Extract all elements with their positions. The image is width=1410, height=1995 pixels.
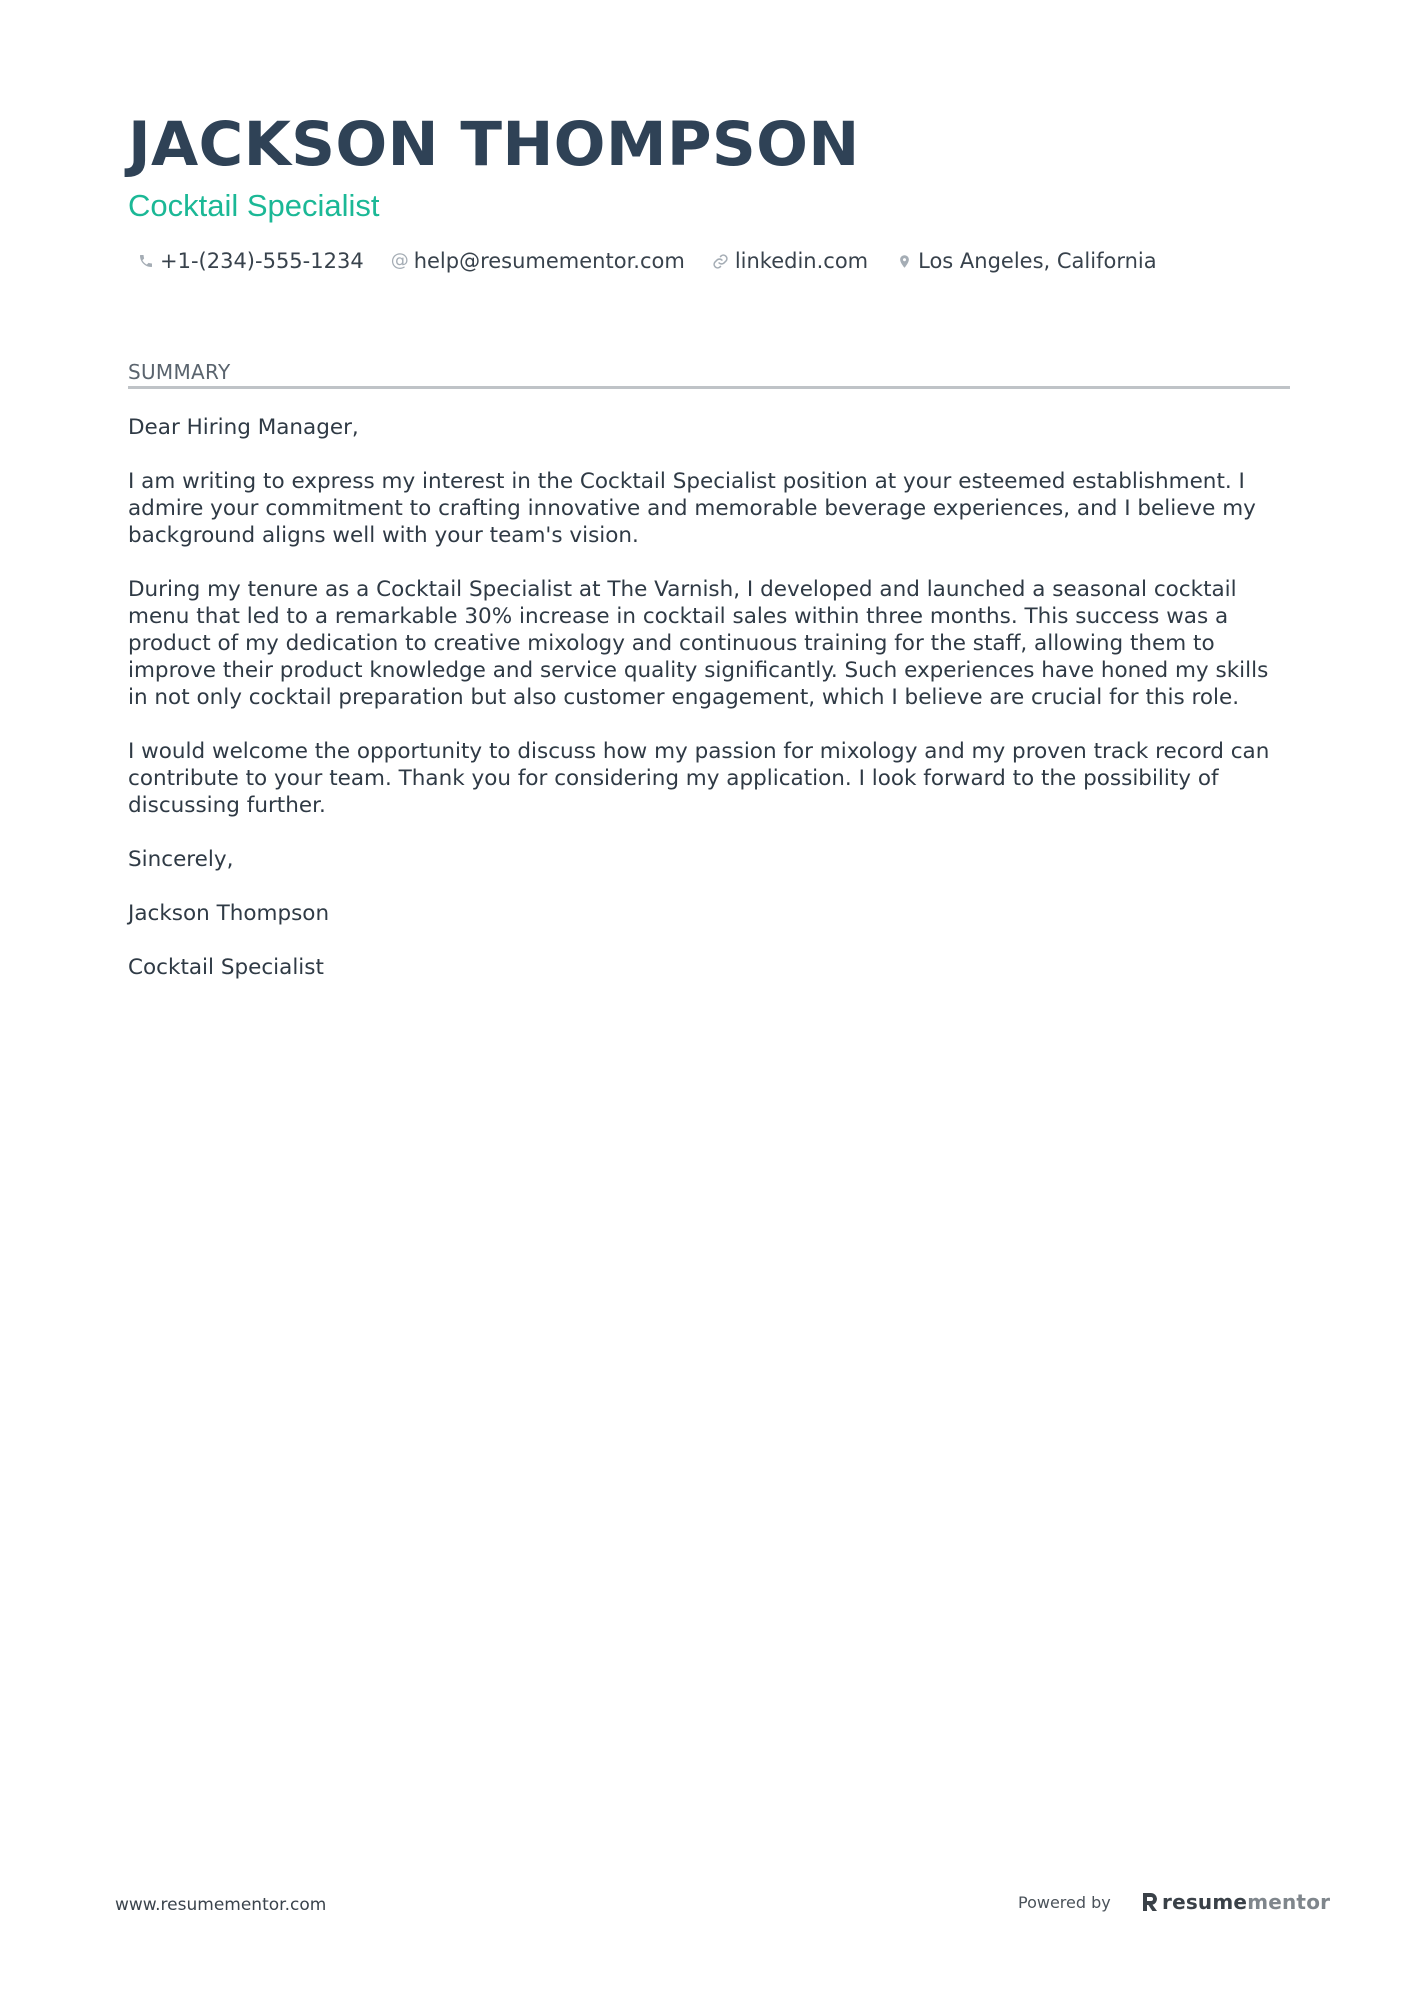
location-pin-icon [894, 251, 914, 271]
signature-name: Jackson Thompson [128, 901, 330, 926]
signature-title: Cocktail Specialist [128, 955, 324, 980]
resumementor-logo[interactable] [1141, 1888, 1330, 1916]
location-text: Los Angeles, California [918, 249, 1157, 273]
section-divider [128, 386, 1290, 389]
brand-wordmark-resume: resume [1162, 1890, 1248, 1914]
footer-website-link[interactable]: www.resumementor.com [115, 1895, 327, 1915]
linkedin-link[interactable]: linkedin.com [734, 249, 869, 273]
at-icon: @ [390, 250, 409, 271]
letter-paragraph: During my tenure as a Cocktail Specialist at The Varnish, I developed and launched a seasonal cocktail menu that led to a remarkable 30% increase in cocktail sales within three months. This success was a product of my dedication to creative mixology and continuous training for the staff, allowing them to improve their product knowledge and service quality significantly. Such experiences have honed my skills in not only cocktail preparation but also customer engagement, which I believe are crucial for this role. [128, 577, 1269, 710]
closing: Sincerely, [128, 847, 234, 872]
phone-number[interactable]: +1-(234)-555-1234 [160, 249, 364, 273]
applicant-name: JACKSON THOMPSON [128, 109, 860, 180]
powered-by-label: Powered by [1018, 1893, 1111, 1912]
letter-paragraph: I am writing to express my interest in the Cocktail Specialist position at your esteemed establishment. I admire your commitment to crafting innovative and memorable beverage experiences, and I believe my background aligns well with your team's vision. [128, 469, 1256, 548]
contact-phone [136, 249, 364, 273]
contact-info [136, 246, 1183, 276]
letter-body [128, 414, 1293, 1008]
section-heading-summary: SUMMARY [128, 360, 231, 384]
contact-location [894, 249, 1157, 273]
job-title: Cocktail Specialist [128, 188, 380, 223]
resumementor-logo-icon [1141, 1891, 1159, 1913]
brand-wordmark-mentor: mentor [1247, 1890, 1331, 1914]
letter-paragraph: I would welcome the opportunity to discuss how my passion for mixology and my proven track record can contribute to your team. Thank you for considering my application. I look forward to the possibility of discussing further. [128, 739, 1270, 818]
link-icon [711, 251, 731, 271]
contact-email [390, 249, 685, 273]
email-address[interactable]: help@resumementor.com [413, 249, 685, 273]
salutation: Dear Hiring Manager, [128, 415, 359, 440]
contact-linkedin [711, 249, 868, 273]
phone-icon [136, 251, 156, 271]
